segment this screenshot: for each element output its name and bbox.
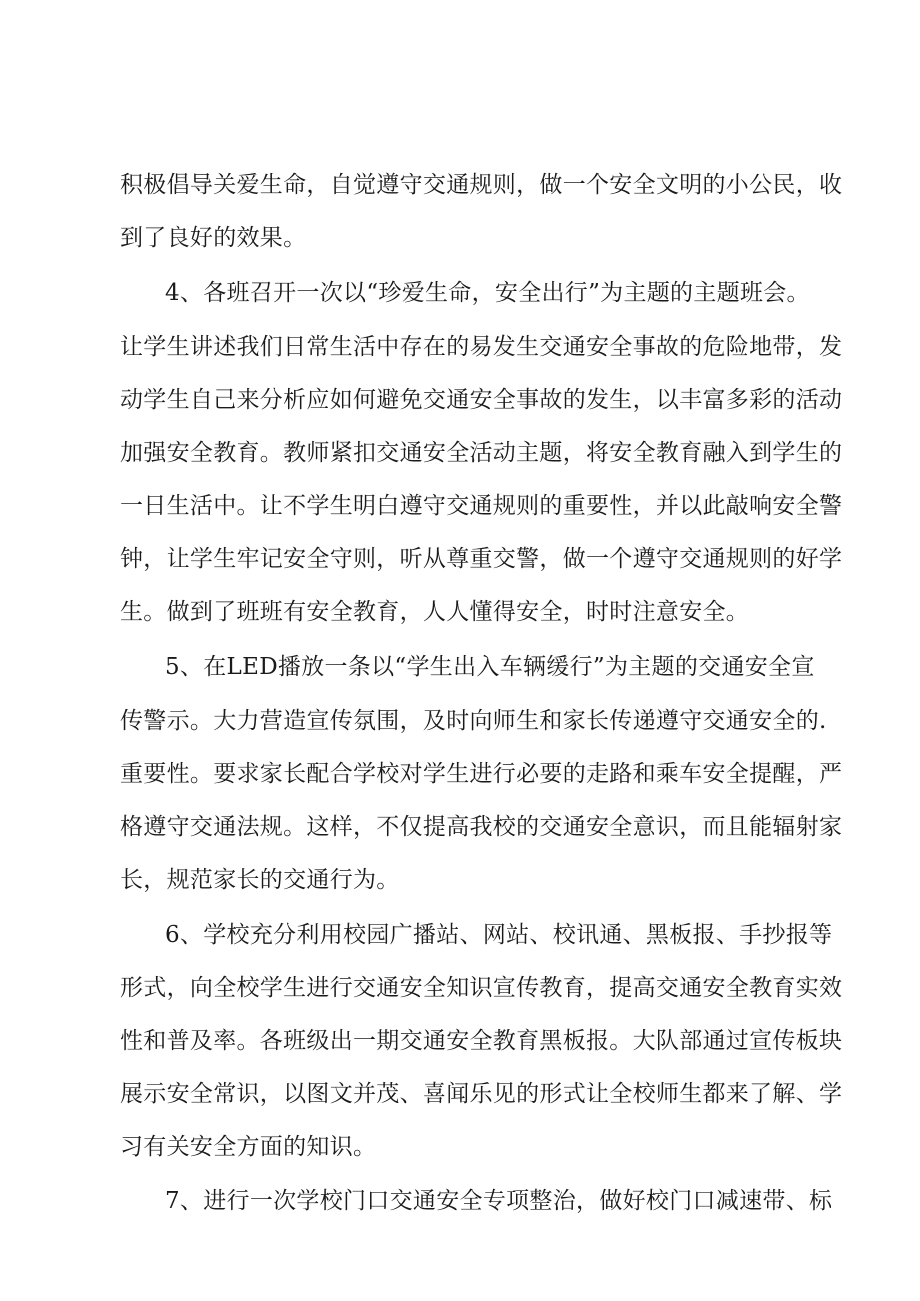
paragraph-6-first-line: 6、学校充分利用校园广播站、网站、校讯通、黑板报、手抄报等 bbox=[165, 922, 833, 948]
paragraph-7-first-line: 7、进行一次学校门口交通安全专项整治，做好校门口减速带、标 bbox=[165, 1188, 833, 1214]
text-line: 形式，向全校学生进行交通安全知识宣传教育，提高交通安全教育实效 bbox=[120, 975, 843, 1001]
text-line: 习有关安全方面的知识。 bbox=[120, 1134, 377, 1160]
text-line: 生。做到了班班有安全教育，人人懂得安全，时时注意安全。 bbox=[120, 599, 750, 625]
text-line: 长，规范家长的交通行为。 bbox=[120, 867, 400, 893]
text-line: 格遵守交通法规。这样，不仅提高我校的交通安全意识，而且能辐射家 bbox=[120, 814, 843, 840]
text-line: 展示安全常识，以图文并茂、喜闻乐见的形式让全校师生都来了解、学 bbox=[120, 1081, 843, 1107]
text-line: 积极倡导关爱生命，自觉遵守交通规则，做一个安全文明的小公民，收 bbox=[120, 172, 843, 198]
text-line: 加强安全教育。教师紧扣交通安全活动主题，将安全教育融入到学生的 bbox=[120, 440, 843, 466]
text-line: 性和普及率。各班级出一期交通安全教育黑板报。大队部通过宣传板块 bbox=[120, 1028, 843, 1054]
paragraph-4-first-line: 4、各班召开一次以“珍爱生命，安全出行”为主题的主题班会。 bbox=[165, 280, 810, 306]
paragraph-5-first-line: 5、在LED播放一条以“学生出入车辆缓行”为主题的交通安全宣 bbox=[165, 654, 815, 680]
text-line: 到了良好的效果。 bbox=[120, 225, 307, 251]
text-line: 重要性。要求家长配合学校对学生进行必要的走路和乘车安全提醒，严 bbox=[120, 761, 843, 787]
text-line: 动学生自己来分析应如何避免交通安全事故的发生，以丰富多彩的活动 bbox=[120, 387, 843, 413]
text-line: 钟，让学生牢记安全守则，听从尊重交警，做一个遵守交通规则的好学 bbox=[120, 546, 843, 572]
text-line: 一日生活中。让不学生明白遵守交通规则的重要性，并以此敲响安全警 bbox=[120, 493, 843, 519]
text-line: 让学生讲述我们日常生活中存在的易发生交通安全事故的危险地带，发 bbox=[120, 334, 843, 360]
text-line: 传警示。大力营造宣传氛围，及时向师生和家长传递遵守交通安全的. bbox=[120, 708, 827, 734]
